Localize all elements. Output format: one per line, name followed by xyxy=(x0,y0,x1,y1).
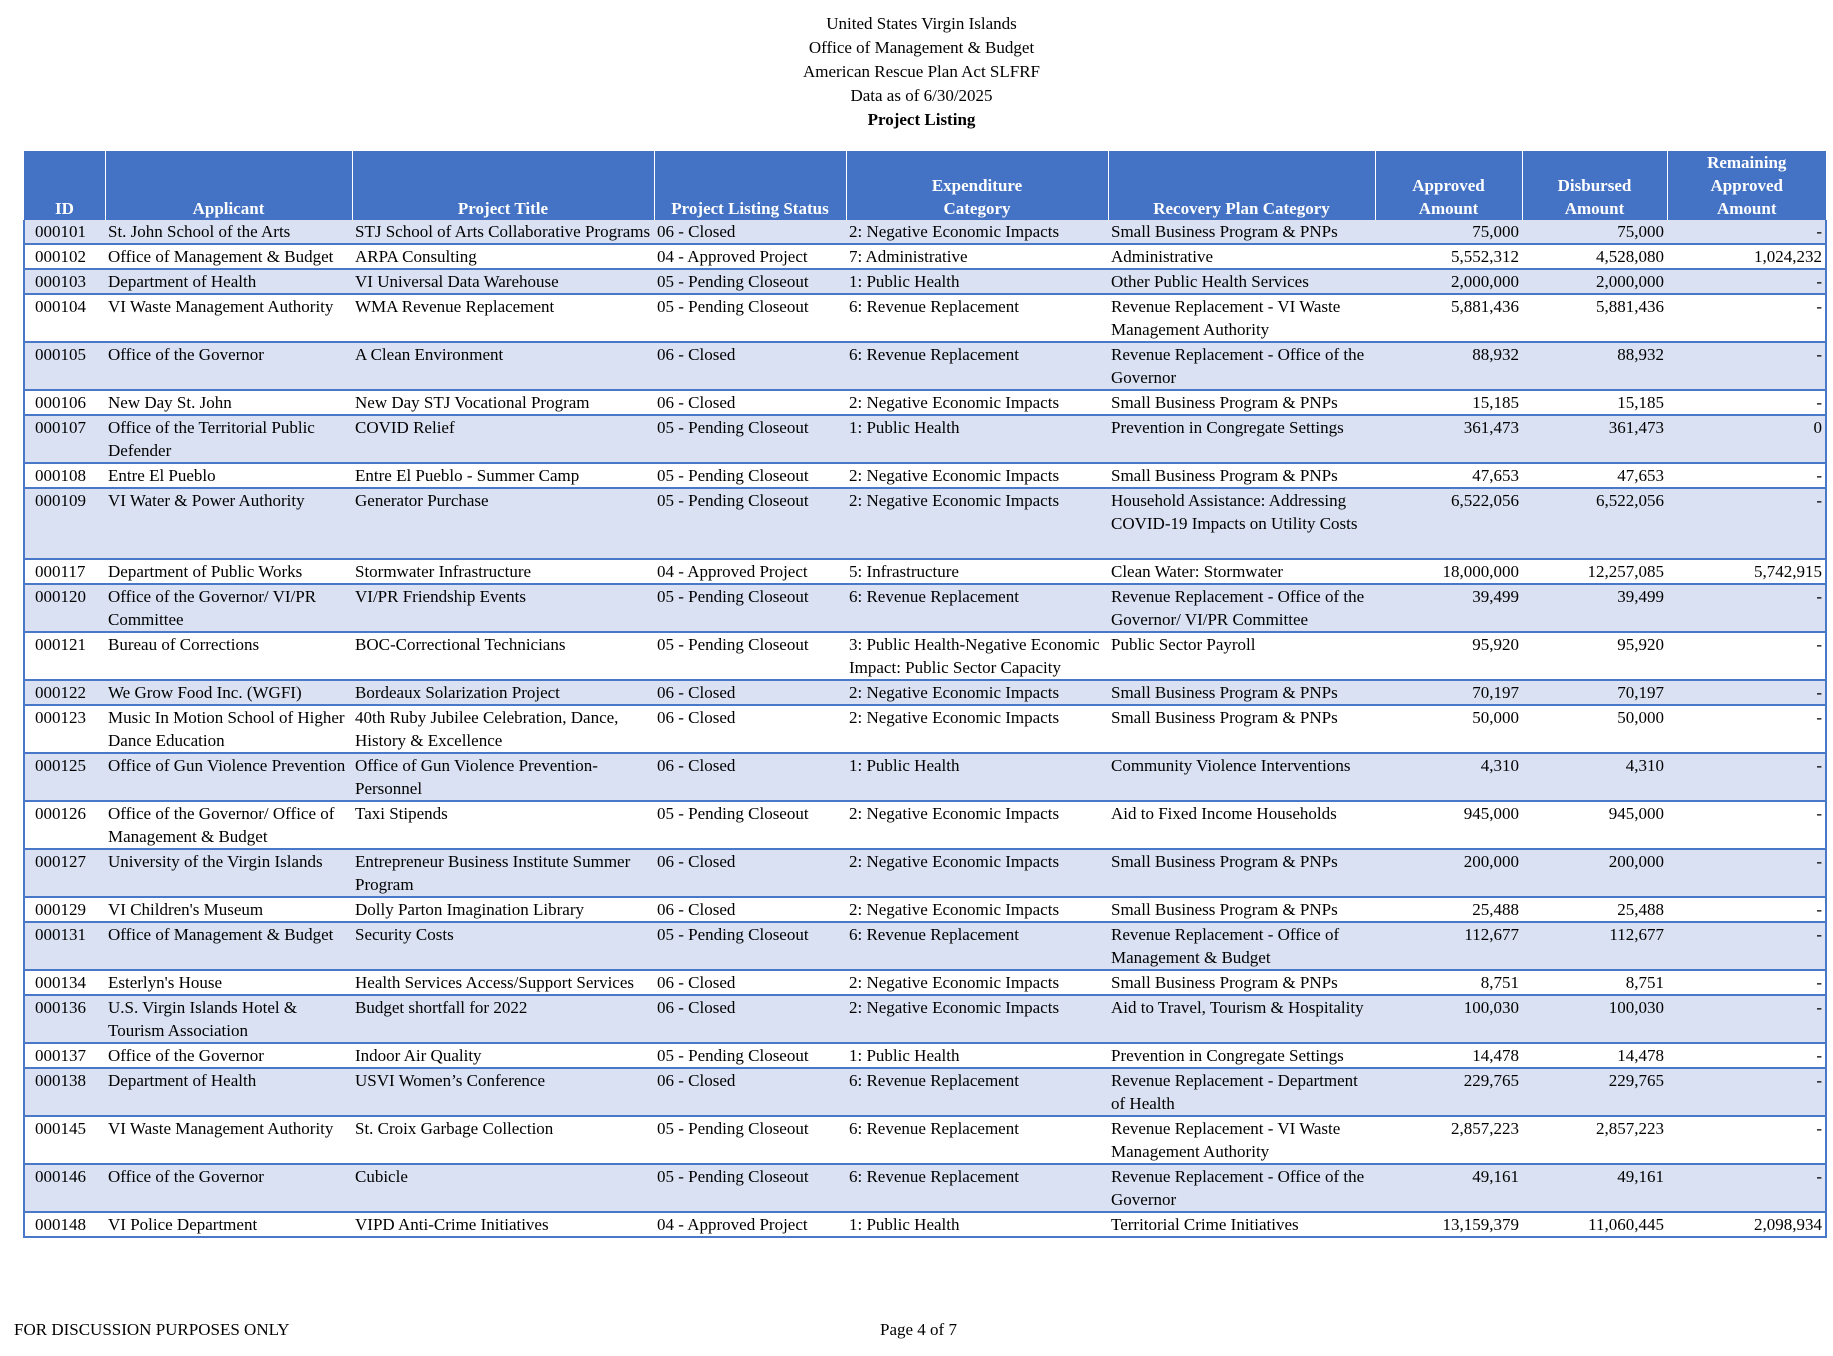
cell-remaining-amount: - xyxy=(1667,1116,1826,1164)
cell-disbursed-amount: 70,197 xyxy=(1522,680,1667,705)
table-row xyxy=(24,1043,1826,1068)
cell-expenditure-category: 2: Negative Economic Impacts xyxy=(846,970,1108,995)
cell-approved-amount: 945,000 xyxy=(1375,801,1522,849)
cell-disbursed-amount: 39,499 xyxy=(1522,584,1667,632)
project-listing-table-wrap xyxy=(23,151,1825,1238)
cell-project-title: BOC-Correctional Technicians xyxy=(352,632,654,680)
cell-remaining-amount: - xyxy=(1667,849,1826,897)
cell-project-title: A Clean Environment xyxy=(352,342,654,390)
cell-status: 06 - Closed xyxy=(654,897,846,922)
cell-recovery-plan-category: Small Business Program & PNPs xyxy=(1108,849,1375,897)
cell-status: 06 - Closed xyxy=(654,849,846,897)
table-row xyxy=(24,680,1826,705)
cell-recovery-plan-category: Other Public Health Services xyxy=(1108,269,1375,294)
cell-id: 000138 xyxy=(24,1068,105,1116)
cell-id: 000103 xyxy=(24,269,105,294)
cell-expenditure-category: 1: Public Health xyxy=(846,1043,1108,1068)
cell-expenditure-category: 2: Negative Economic Impacts xyxy=(846,390,1108,415)
cell-expenditure-category: 2: Negative Economic Impacts xyxy=(846,220,1108,244)
cell-status: 06 - Closed xyxy=(654,753,846,801)
cell-applicant: Department of Health xyxy=(105,1068,352,1116)
cell-disbursed-amount: 100,030 xyxy=(1522,995,1667,1043)
cell-applicant: VI Police Department xyxy=(105,1212,352,1237)
cell-status: 04 - Approved Project xyxy=(654,244,846,269)
cell-expenditure-category: 2: Negative Economic Impacts xyxy=(846,801,1108,849)
cell-status: 06 - Closed xyxy=(654,1068,846,1116)
column-header-applicant: Applicant xyxy=(105,151,352,220)
cell-id: 000136 xyxy=(24,995,105,1043)
cell-disbursed-amount: 112,677 xyxy=(1522,922,1667,970)
cell-approved-amount: 18,000,000 xyxy=(1375,559,1522,584)
cell-approved-amount: 361,473 xyxy=(1375,415,1522,463)
cell-expenditure-category: 2: Negative Economic Impacts xyxy=(846,680,1108,705)
column-header-recovery-plan-category: Recovery Plan Category xyxy=(1108,151,1375,220)
cell-remaining-amount: - xyxy=(1667,390,1826,415)
cell-applicant: VI Children's Museum xyxy=(105,897,352,922)
cell-applicant: St. John School of the Arts xyxy=(105,220,352,244)
cell-project-title: Entre El Pueblo - Summer Camp xyxy=(352,463,654,488)
cell-recovery-plan-category: Small Business Program & PNPs xyxy=(1108,705,1375,753)
cell-status: 05 - Pending Closeout xyxy=(654,1043,846,1068)
cell-remaining-amount: - xyxy=(1667,584,1826,632)
cell-expenditure-category: 6: Revenue Replacement xyxy=(846,342,1108,390)
cell-disbursed-amount: 11,060,445 xyxy=(1522,1212,1667,1237)
cell-approved-amount: 100,030 xyxy=(1375,995,1522,1043)
cell-recovery-plan-category: Revenue Replacement - Office of the Governor/ VI/PR Committee xyxy=(1108,584,1375,632)
cell-recovery-plan-category: Revenue Replacement - VI Waste Management Authority xyxy=(1108,1116,1375,1164)
cell-project-title: Indoor Air Quality xyxy=(352,1043,654,1068)
cell-remaining-amount: - xyxy=(1667,801,1826,849)
cell-expenditure-category: 6: Revenue Replacement xyxy=(846,294,1108,342)
cell-recovery-plan-category: Revenue Replacement - VI Waste Management Authority xyxy=(1108,294,1375,342)
table-row xyxy=(24,801,1826,849)
table-row xyxy=(24,559,1826,584)
cell-applicant: VI Water & Power Authority xyxy=(105,488,352,559)
cell-remaining-amount: 1,024,232 xyxy=(1667,244,1826,269)
cell-id: 000126 xyxy=(24,801,105,849)
cell-project-title: Security Costs xyxy=(352,922,654,970)
cell-id: 000117 xyxy=(24,559,105,584)
table-row xyxy=(24,415,1826,463)
cell-project-title: Office of Gun Violence Prevention-Personnel xyxy=(352,753,654,801)
cell-project-title: WMA Revenue Replacement xyxy=(352,294,654,342)
cell-approved-amount: 6,522,056 xyxy=(1375,488,1522,559)
header-data-date: Data as of 6/30/2025 xyxy=(850,86,993,105)
cell-recovery-plan-category: Revenue Replacement - Office of Management & Budget xyxy=(1108,922,1375,970)
cell-id: 000120 xyxy=(24,584,105,632)
cell-approved-amount: 2,000,000 xyxy=(1375,269,1522,294)
cell-applicant: Office of Management & Budget xyxy=(105,922,352,970)
cell-expenditure-category: 7: Administrative xyxy=(846,244,1108,269)
cell-applicant: Department of Public Works xyxy=(105,559,352,584)
cell-status: 05 - Pending Closeout xyxy=(654,801,846,849)
cell-disbursed-amount: 95,920 xyxy=(1522,632,1667,680)
cell-remaining-amount: - xyxy=(1667,220,1826,244)
table-row xyxy=(24,294,1826,342)
cell-id: 000137 xyxy=(24,1043,105,1068)
cell-project-title: COVID Relief xyxy=(352,415,654,463)
cell-recovery-plan-category: Aid to Travel, Tourism & Hospitality xyxy=(1108,995,1375,1043)
cell-recovery-plan-category: Administrative xyxy=(1108,244,1375,269)
cell-status: 05 - Pending Closeout xyxy=(654,488,846,559)
cell-disbursed-amount: 15,185 xyxy=(1522,390,1667,415)
cell-recovery-plan-category: Prevention in Congregate Settings xyxy=(1108,415,1375,463)
cell-id: 000122 xyxy=(24,680,105,705)
cell-project-title: STJ School of Arts Collaborative Programs xyxy=(352,220,654,244)
cell-project-title: USVI Women’s Conference xyxy=(352,1068,654,1116)
cell-project-title: VI Universal Data Warehouse xyxy=(352,269,654,294)
cell-approved-amount: 229,765 xyxy=(1375,1068,1522,1116)
cell-remaining-amount: 2,098,934 xyxy=(1667,1212,1826,1237)
column-header-expenditure-category: Expenditure Category xyxy=(846,151,1108,220)
cell-disbursed-amount: 49,161 xyxy=(1522,1164,1667,1212)
cell-recovery-plan-category: Public Sector Payroll xyxy=(1108,632,1375,680)
cell-remaining-amount: - xyxy=(1667,897,1826,922)
cell-remaining-amount: - xyxy=(1667,922,1826,970)
cell-applicant: Bureau of Corrections xyxy=(105,632,352,680)
cell-recovery-plan-category: Small Business Program & PNPs xyxy=(1108,970,1375,995)
cell-expenditure-category: 6: Revenue Replacement xyxy=(846,1164,1108,1212)
cell-approved-amount: 47,653 xyxy=(1375,463,1522,488)
table-row xyxy=(24,390,1826,415)
cell-id: 000107 xyxy=(24,415,105,463)
cell-project-title: Dolly Parton Imagination Library xyxy=(352,897,654,922)
cell-applicant: Office of Gun Violence Prevention xyxy=(105,753,352,801)
cell-status: 05 - Pending Closeout xyxy=(654,1116,846,1164)
table-row xyxy=(24,897,1826,922)
cell-project-title: St. Croix Garbage Collection xyxy=(352,1116,654,1164)
cell-status: 05 - Pending Closeout xyxy=(654,415,846,463)
cell-remaining-amount: - xyxy=(1667,1068,1826,1116)
cell-expenditure-category: 2: Negative Economic Impacts xyxy=(846,488,1108,559)
cell-id: 000121 xyxy=(24,632,105,680)
table-row xyxy=(24,269,1826,294)
cell-applicant: We Grow Food Inc. (WGFI) xyxy=(105,680,352,705)
cell-applicant: VI Waste Management Authority xyxy=(105,1116,352,1164)
cell-status: 05 - Pending Closeout xyxy=(654,632,846,680)
cell-id: 000127 xyxy=(24,849,105,897)
cell-approved-amount: 50,000 xyxy=(1375,705,1522,753)
table-row xyxy=(24,849,1826,897)
cell-disbursed-amount: 8,751 xyxy=(1522,970,1667,995)
cell-expenditure-category: 1: Public Health xyxy=(846,269,1108,294)
cell-recovery-plan-category: Revenue Replacement - Office of the Governor xyxy=(1108,1164,1375,1212)
table-body xyxy=(24,220,1826,1237)
cell-recovery-plan-category: Household Assistance: Addressing COVID-19 Impacts on Utility Costs xyxy=(1108,488,1375,559)
cell-disbursed-amount: 4,310 xyxy=(1522,753,1667,801)
column-header-disbursed-amount: Disbursed Amount xyxy=(1522,151,1667,220)
cell-applicant: Office of the Governor/ Office of Management & Budget xyxy=(105,801,352,849)
table-row xyxy=(24,244,1826,269)
cell-id: 000134 xyxy=(24,970,105,995)
cell-disbursed-amount: 2,857,223 xyxy=(1522,1116,1667,1164)
cell-disbursed-amount: 6,522,056 xyxy=(1522,488,1667,559)
cell-expenditure-category: 5: Infrastructure xyxy=(846,559,1108,584)
cell-applicant: Entre El Pueblo xyxy=(105,463,352,488)
cell-applicant: Department of Health xyxy=(105,269,352,294)
cell-remaining-amount: - xyxy=(1667,1164,1826,1212)
cell-status: 05 - Pending Closeout xyxy=(654,584,846,632)
column-header-id: ID xyxy=(24,151,105,220)
footer-disclaimer: FOR DISCUSSION PURPOSES ONLY xyxy=(14,1320,290,1339)
cell-id: 000101 xyxy=(24,220,105,244)
cell-recovery-plan-category: Community Violence Interventions xyxy=(1108,753,1375,801)
table-row xyxy=(24,705,1826,753)
cell-recovery-plan-category: Small Business Program & PNPs xyxy=(1108,680,1375,705)
cell-approved-amount: 13,159,379 xyxy=(1375,1212,1522,1237)
cell-status: 05 - Pending Closeout xyxy=(654,269,846,294)
cell-recovery-plan-category: Small Business Program & PNPs xyxy=(1108,463,1375,488)
cell-disbursed-amount: 361,473 xyxy=(1522,415,1667,463)
table-row xyxy=(24,584,1826,632)
cell-recovery-plan-category: Small Business Program & PNPs xyxy=(1108,390,1375,415)
cell-project-title: 40th Ruby Jubilee Celebration, Dance, History & Excellence xyxy=(352,705,654,753)
cell-status: 06 - Closed xyxy=(654,220,846,244)
cell-approved-amount: 14,478 xyxy=(1375,1043,1522,1068)
cell-id: 000129 xyxy=(24,897,105,922)
cell-approved-amount: 95,920 xyxy=(1375,632,1522,680)
cell-status: 05 - Pending Closeout xyxy=(654,463,846,488)
cell-expenditure-category: 1: Public Health xyxy=(846,753,1108,801)
cell-id: 000104 xyxy=(24,294,105,342)
cell-recovery-plan-category: Territorial Crime Initiatives xyxy=(1108,1212,1375,1237)
cell-project-title: ARPA Consulting xyxy=(352,244,654,269)
cell-disbursed-amount: 25,488 xyxy=(1522,897,1667,922)
report-title: Project Listing xyxy=(867,110,976,129)
cell-applicant: Esterlyn's House xyxy=(105,970,352,995)
cell-approved-amount: 200,000 xyxy=(1375,849,1522,897)
table-header-row xyxy=(24,151,1826,220)
cell-expenditure-category: 3: Public Health-Negative Economic Impact: Public Sector Capacity xyxy=(846,632,1108,680)
cell-expenditure-category: 6: Revenue Replacement xyxy=(846,1116,1108,1164)
cell-approved-amount: 8,751 xyxy=(1375,970,1522,995)
cell-approved-amount: 39,499 xyxy=(1375,584,1522,632)
cell-recovery-plan-category: Revenue Replacement - Office of the Governor xyxy=(1108,342,1375,390)
cell-remaining-amount: - xyxy=(1667,632,1826,680)
cell-approved-amount: 15,185 xyxy=(1375,390,1522,415)
cell-status: 05 - Pending Closeout xyxy=(654,294,846,342)
cell-expenditure-category: 1: Public Health xyxy=(846,415,1108,463)
cell-status: 04 - Approved Project xyxy=(654,1212,846,1237)
cell-recovery-plan-category: Revenue Replacement - Department of Health xyxy=(1108,1068,1375,1116)
cell-status: 05 - Pending Closeout xyxy=(654,1164,846,1212)
cell-project-title: VI/PR Friendship Events xyxy=(352,584,654,632)
cell-project-title: VIPD Anti-Crime Initiatives xyxy=(352,1212,654,1237)
header-program: American Rescue Plan Act SLFRF xyxy=(802,62,1041,81)
cell-expenditure-category: 2: Negative Economic Impacts xyxy=(846,995,1108,1043)
cell-status: 06 - Closed xyxy=(654,995,846,1043)
table-row xyxy=(24,1116,1826,1164)
cell-expenditure-category: 2: Negative Economic Impacts xyxy=(846,897,1108,922)
cell-status: 05 - Pending Closeout xyxy=(654,922,846,970)
cell-approved-amount: 4,310 xyxy=(1375,753,1522,801)
cell-remaining-amount: 5,742,915 xyxy=(1667,559,1826,584)
cell-id: 000109 xyxy=(24,488,105,559)
cell-disbursed-amount: 5,881,436 xyxy=(1522,294,1667,342)
column-header-status: Project Listing Status xyxy=(654,151,846,220)
cell-applicant: Office of the Governor xyxy=(105,1043,352,1068)
cell-disbursed-amount: 229,765 xyxy=(1522,1068,1667,1116)
cell-applicant: Office of the Territorial Public Defender xyxy=(105,415,352,463)
table-row xyxy=(24,463,1826,488)
cell-recovery-plan-category: Aid to Fixed Income Households xyxy=(1108,801,1375,849)
cell-disbursed-amount: 200,000 xyxy=(1522,849,1667,897)
cell-expenditure-category: 1: Public Health xyxy=(846,1212,1108,1237)
cell-approved-amount: 2,857,223 xyxy=(1375,1116,1522,1164)
column-header-project-title: Project Title xyxy=(352,151,654,220)
cell-project-title: Cubicle xyxy=(352,1164,654,1212)
cell-project-title: Entrepreneur Business Institute Summer Program xyxy=(352,849,654,897)
cell-id: 000123 xyxy=(24,705,105,753)
cell-id: 000145 xyxy=(24,1116,105,1164)
cell-remaining-amount: - xyxy=(1667,342,1826,390)
cell-disbursed-amount: 75,000 xyxy=(1522,220,1667,244)
cell-status: 06 - Closed xyxy=(654,390,846,415)
cell-disbursed-amount: 14,478 xyxy=(1522,1043,1667,1068)
cell-applicant: Music In Motion School of Higher Dance Education xyxy=(105,705,352,753)
cell-id: 000125 xyxy=(24,753,105,801)
cell-expenditure-category: 2: Negative Economic Impacts xyxy=(846,849,1108,897)
cell-id: 000105 xyxy=(24,342,105,390)
cell-recovery-plan-category: Small Business Program & PNPs xyxy=(1108,220,1375,244)
cell-status: 06 - Closed xyxy=(654,705,846,753)
cell-id: 000108 xyxy=(24,463,105,488)
cell-approved-amount: 25,488 xyxy=(1375,897,1522,922)
cell-expenditure-category: 6: Revenue Replacement xyxy=(846,1068,1108,1116)
cell-remaining-amount: - xyxy=(1667,488,1826,559)
cell-expenditure-category: 6: Revenue Replacement xyxy=(846,584,1108,632)
cell-project-title: New Day STJ Vocational Program xyxy=(352,390,654,415)
table-row xyxy=(24,342,1826,390)
cell-status: 06 - Closed xyxy=(654,680,846,705)
cell-id: 000148 xyxy=(24,1212,105,1237)
cell-project-title: Bordeaux Solarization Project xyxy=(352,680,654,705)
cell-applicant: New Day St. John xyxy=(105,390,352,415)
column-header-approved-amount: Approved Amount xyxy=(1375,151,1522,220)
cell-recovery-plan-category: Small Business Program & PNPs xyxy=(1108,897,1375,922)
cell-remaining-amount: - xyxy=(1667,705,1826,753)
cell-remaining-amount: - xyxy=(1667,995,1826,1043)
cell-disbursed-amount: 4,528,080 xyxy=(1522,244,1667,269)
project-listing-table xyxy=(23,151,1827,1238)
cell-applicant: University of the Virgin Islands xyxy=(105,849,352,897)
cell-status: 06 - Closed xyxy=(654,970,846,995)
cell-approved-amount: 49,161 xyxy=(1375,1164,1522,1212)
table-row xyxy=(24,922,1826,970)
cell-id: 000102 xyxy=(24,244,105,269)
cell-expenditure-category: 2: Negative Economic Impacts xyxy=(846,463,1108,488)
cell-remaining-amount: - xyxy=(1667,294,1826,342)
cell-approved-amount: 88,932 xyxy=(1375,342,1522,390)
table-row xyxy=(24,970,1826,995)
cell-recovery-plan-category: Prevention in Congregate Settings xyxy=(1108,1043,1375,1068)
header-organization: United States Virgin Islands xyxy=(826,14,1017,33)
cell-approved-amount: 112,677 xyxy=(1375,922,1522,970)
table-row xyxy=(24,1068,1826,1116)
cell-status: 04 - Approved Project xyxy=(654,559,846,584)
cell-disbursed-amount: 88,932 xyxy=(1522,342,1667,390)
cell-disbursed-amount: 2,000,000 xyxy=(1522,269,1667,294)
cell-applicant: VI Waste Management Authority xyxy=(105,294,352,342)
cell-status: 06 - Closed xyxy=(654,342,846,390)
table-row xyxy=(24,632,1826,680)
table-row xyxy=(24,753,1826,801)
cell-approved-amount: 70,197 xyxy=(1375,680,1522,705)
cell-disbursed-amount: 945,000 xyxy=(1522,801,1667,849)
table-row xyxy=(24,995,1826,1043)
report-header xyxy=(0,12,1833,132)
cell-expenditure-category: 6: Revenue Replacement xyxy=(846,922,1108,970)
table-row xyxy=(24,220,1826,244)
header-office: Office of Management & Budget xyxy=(808,38,1035,57)
cell-disbursed-amount: 12,257,085 xyxy=(1522,559,1667,584)
cell-remaining-amount: - xyxy=(1667,269,1826,294)
cell-remaining-amount: - xyxy=(1667,1043,1826,1068)
cell-expenditure-category: 2: Negative Economic Impacts xyxy=(846,705,1108,753)
cell-project-title: Stormwater Infrastructure xyxy=(352,559,654,584)
cell-project-title: Budget shortfall for 2022 xyxy=(352,995,654,1043)
cell-applicant: Office of the Governor xyxy=(105,1164,352,1212)
cell-project-title: Generator Purchase xyxy=(352,488,654,559)
cell-applicant: Office of the Governor/ VI/PR Committee xyxy=(105,584,352,632)
column-header-remaining-amount: Remaining Approved Amount xyxy=(1667,151,1826,220)
cell-disbursed-amount: 50,000 xyxy=(1522,705,1667,753)
cell-approved-amount: 5,881,436 xyxy=(1375,294,1522,342)
cell-approved-amount: 75,000 xyxy=(1375,220,1522,244)
table-row xyxy=(24,1164,1826,1212)
cell-remaining-amount: - xyxy=(1667,970,1826,995)
cell-id: 000146 xyxy=(24,1164,105,1212)
cell-applicant: U.S. Virgin Islands Hotel & Tourism Association xyxy=(105,995,352,1043)
cell-remaining-amount: - xyxy=(1667,680,1826,705)
cell-id: 000106 xyxy=(24,390,105,415)
cell-disbursed-amount: 47,653 xyxy=(1522,463,1667,488)
cell-project-title: Health Services Access/Support Services xyxy=(352,970,654,995)
cell-project-title: Taxi Stipends xyxy=(352,801,654,849)
cell-remaining-amount: - xyxy=(1667,753,1826,801)
cell-applicant: Office of the Governor xyxy=(105,342,352,390)
cell-approved-amount: 5,552,312 xyxy=(1375,244,1522,269)
cell-id: 000131 xyxy=(24,922,105,970)
cell-recovery-plan-category: Clean Water: Stormwater xyxy=(1108,559,1375,584)
table-row xyxy=(24,1212,1826,1237)
cell-remaining-amount: - xyxy=(1667,463,1826,488)
cell-applicant: Office of Management & Budget xyxy=(105,244,352,269)
table-row xyxy=(24,488,1826,559)
page-number: Page 4 of 7 xyxy=(880,1320,957,1339)
cell-remaining-amount: 0 xyxy=(1667,415,1826,463)
